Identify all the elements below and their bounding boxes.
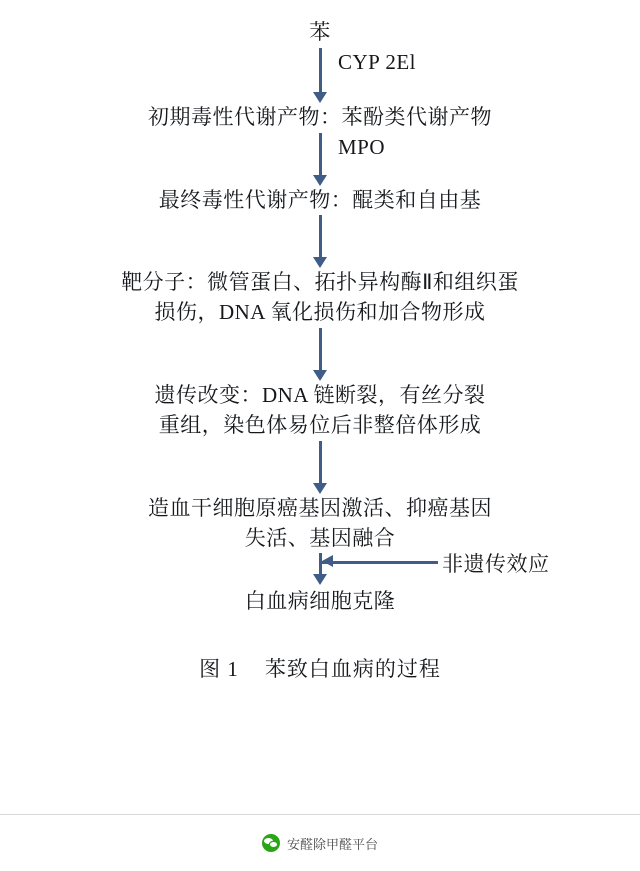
arrow-stem bbox=[319, 441, 322, 483]
arrow-label-cyp2e1: CYP 2El bbox=[338, 49, 416, 74]
flow-node-initial-metabolites-line-1: 初期毒性代谢产物：苯酚类代谢产物 bbox=[148, 104, 492, 129]
arrow-stem bbox=[319, 48, 322, 92]
flow-node-final-metabolites bbox=[159, 186, 482, 216]
flow-node-initial-metabolites bbox=[148, 103, 492, 133]
flow-node-leukemia-clone bbox=[245, 587, 396, 617]
arrow-row-mpo bbox=[40, 133, 600, 186]
flow-node-oncogene-activation bbox=[148, 494, 492, 554]
flow-node-leukemia-clone-line-1: 白血病细胞克隆 bbox=[244, 589, 396, 614]
arrow-stem bbox=[319, 133, 322, 175]
figure-caption-text: 苯致白血病的过程 bbox=[264, 657, 441, 682]
wechat-icon bbox=[262, 834, 280, 852]
arrow-head bbox=[313, 574, 327, 585]
figure-caption-number: 图 1 bbox=[199, 657, 239, 682]
arrow-down-icon bbox=[305, 215, 335, 268]
arrow-head bbox=[313, 92, 327, 103]
figure-caption bbox=[0, 653, 640, 683]
arrow-left-head-icon bbox=[322, 555, 333, 567]
arrow-stem bbox=[319, 328, 322, 370]
flow-node-target-molecules bbox=[121, 268, 519, 328]
arrow-row-to-oncogene bbox=[40, 441, 600, 494]
arrow-head bbox=[313, 175, 327, 186]
flow-node-oncogene-activation-line-1: 造血干细胞原癌基因激活、抑癌基因 bbox=[148, 495, 492, 520]
arrow-down-icon bbox=[305, 328, 335, 381]
wechat-account-badge[interactable] bbox=[262, 834, 378, 853]
flow-node-oncogene-activation-line-2: 失活、基因融合 bbox=[244, 525, 396, 550]
arrow-label-nongenetic-effect: 非遗传效应 bbox=[442, 552, 550, 577]
arrow-head bbox=[313, 257, 327, 268]
flow-node-benzene-line-1: 苯 bbox=[309, 20, 331, 44]
arrow-stem bbox=[319, 215, 322, 257]
arrow-head bbox=[313, 483, 327, 494]
arrow-down-icon bbox=[305, 133, 335, 186]
flow-node-target-molecules-line-1: 靶分子：微管蛋白、拓扑异构酶Ⅱ和组织蛋 bbox=[121, 270, 519, 295]
flow-node-genetic-changes-line-1: 遗传改变：DNA 链断裂，有丝分裂 bbox=[154, 383, 486, 408]
arrow-row-to-target bbox=[40, 215, 600, 268]
flow-node-benzene bbox=[309, 18, 331, 48]
flow-node-genetic-changes-line-2: 重组，染色体易位后非整倍体形成 bbox=[158, 412, 482, 437]
flow-node-target-molecules-line-2: 损伤，DNA 氧化损伤和加合物形成 bbox=[154, 300, 486, 325]
flow-node-genetic-changes bbox=[154, 381, 485, 441]
footer-bar bbox=[0, 814, 640, 871]
wechat-account-name: 安醛除甲醛平台 bbox=[286, 836, 378, 852]
arrow-label-mpo: MPO bbox=[338, 134, 386, 159]
arrow-down-icon bbox=[305, 441, 335, 494]
arrow-head bbox=[313, 370, 327, 381]
arrow-down-icon bbox=[305, 48, 335, 103]
arrow-horizontal-line bbox=[322, 561, 438, 564]
arrow-row-nongenetic-effect bbox=[40, 553, 600, 587]
arrow-row-to-genetic bbox=[40, 328, 600, 381]
arrow-row-cyp2e1 bbox=[40, 48, 600, 103]
flow-node-final-metabolites-line-1: 最终毒性代谢产物：醌类和自由基 bbox=[158, 187, 482, 212]
